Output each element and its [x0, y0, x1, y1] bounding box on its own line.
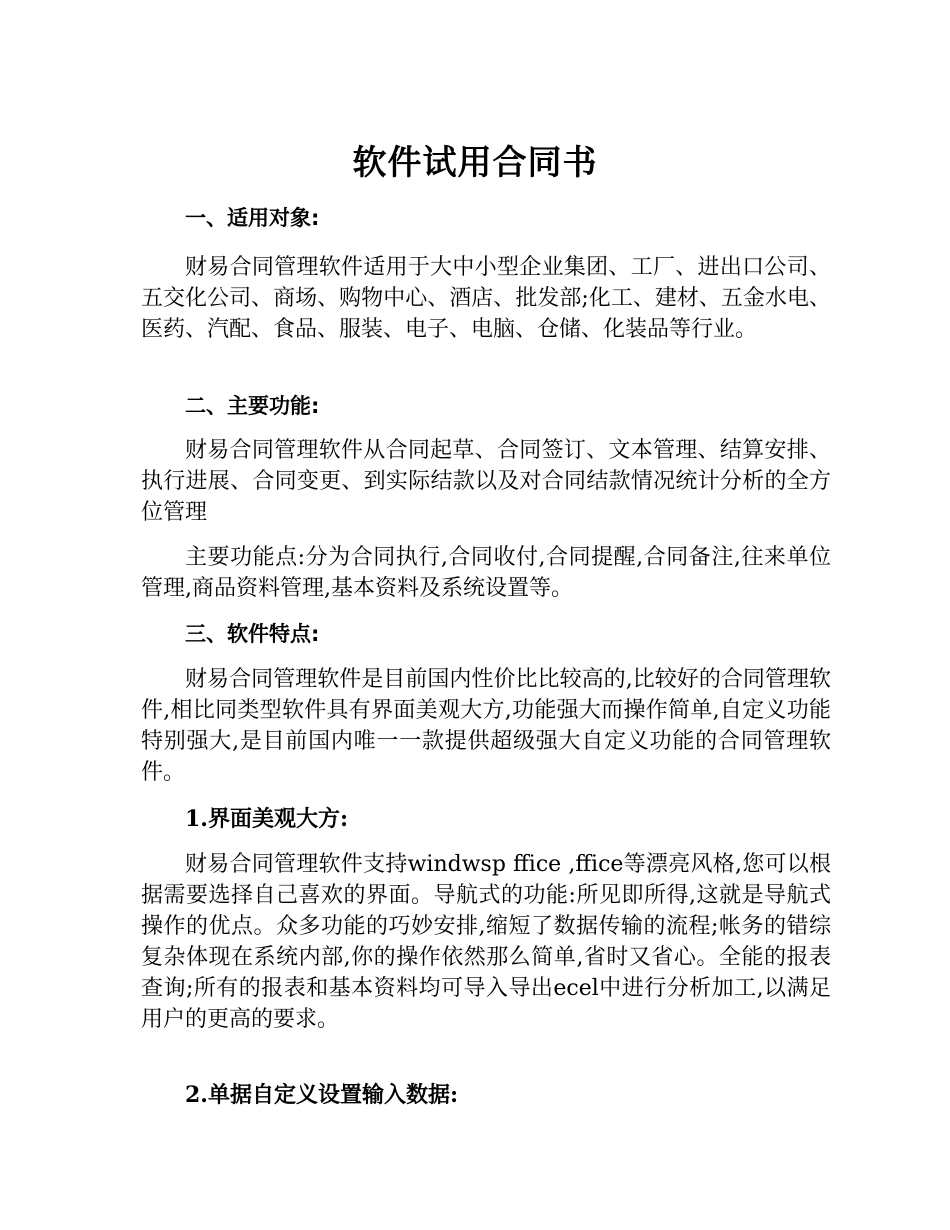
paragraph-main-function-points: 主要功能点:分为合同执行,合同收付,合同提醒,合同备注,往来单位管理,商品资料管理,基本资料及系统设置等。	[141, 545, 831, 601]
section-heading-main-functions: 二、主要功能:	[185, 394, 320, 418]
paragraph-interface: 财易合同管理软件支持windwsp ffice ,ffice等漂亮风格,您可以根据需要选择自己喜欢的界面。导航式的功能:所见即所得,这就是导航式操作的优点。众多功能的巧妙安排,缩短了数据传输的流程;帐务的错综复杂体现在系统内部,你的操作依然那么简单,省时又省心。全能的报表查询;所有的报表和基本资料均可导入导出ecel中进行分析加工,以满足用户的更高的要求。	[141, 852, 831, 1032]
section-heading-software-features: 三、软件特点:	[185, 622, 320, 646]
section-heading-applicable-objects: 一、适用对象:	[185, 206, 320, 230]
subsection-heading-interface: 1.界面美观大方:	[185, 806, 349, 832]
document-title: 软件试用合同书	[352, 142, 598, 183]
subsection-heading-custom-input: 2.单据自定义设置输入数据:	[185, 1082, 459, 1108]
paragraph-applicable-objects: 财易合同管理软件适用于大中小型企业集团、工厂、进出口公司、五交化公司、商场、购物中心、酒店、批发部;化工、建材、五金水电、医药、汽配、食品、服装、电子、电脑、仓储、化装品等行业。	[141, 255, 831, 342]
paragraph-software-features: 财易合同管理软件是目前国内性价比比较高的,比较好的合同管理软件,相比同类型软件具有界面美观大方,功能强大而操作简单,自定义功能特别强大,是目前国内唯一一款提供超级强大自定义功能的合同管理软件。	[141, 667, 831, 785]
paragraph-main-functions-overview: 财易合同管理软件从合同起草、合同签订、文本管理、结算安排、执行进展、合同变更、到实际结款以及对合同结款情况统计分析的全方位管理	[141, 438, 831, 525]
